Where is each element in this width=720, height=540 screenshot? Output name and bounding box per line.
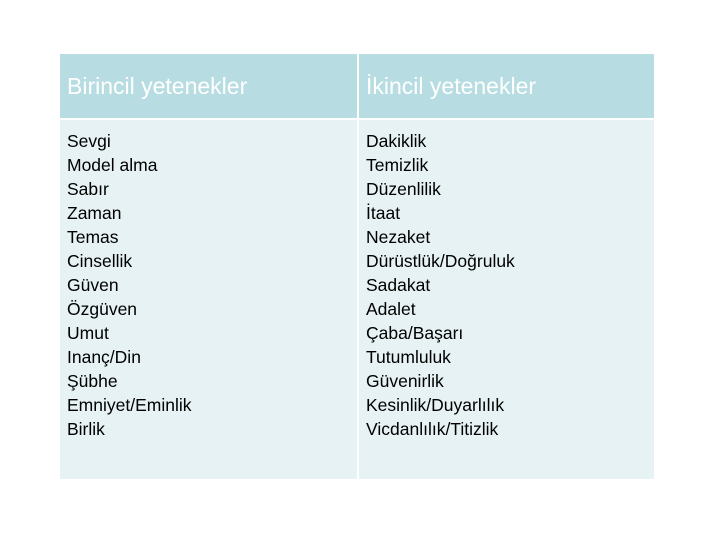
- skill-item: Sabır: [67, 179, 109, 199]
- skill-item: Şübhe: [67, 371, 118, 391]
- skill-item: Tutumluluk: [366, 347, 451, 367]
- column-body-primary: [60, 118, 357, 479]
- skill-item: Cinsellik: [67, 251, 133, 271]
- skill-item: Umut: [67, 323, 109, 343]
- skills-table: [60, 54, 654, 479]
- skill-item: Düzenlilik: [366, 179, 441, 199]
- column-header-secondary: İkincil yetenekler: [357, 54, 654, 118]
- skill-item: Sevgi: [67, 131, 111, 151]
- skill-item: Temizlik: [366, 155, 429, 175]
- skill-item: Vicdanlılık/Titizlik: [366, 419, 499, 439]
- primary-skills-list: [67, 129, 357, 441]
- skill-item: Model alma: [67, 155, 158, 175]
- skill-item: Nezaket: [366, 227, 431, 247]
- skill-item: İtaat: [366, 203, 401, 223]
- skill-item: Emniyet/Eminlik: [67, 395, 192, 415]
- secondary-skills-list: [366, 129, 654, 441]
- skill-item: Özgüven: [67, 299, 138, 319]
- skill-item: Dakiklik: [366, 131, 427, 151]
- skill-item: Dürüstlük/Doğruluk: [366, 251, 515, 271]
- skill-item: Birlik: [67, 419, 105, 439]
- skill-item: Inanç/Din: [67, 347, 141, 367]
- skill-item: Kesinlik/Duyarlılık: [366, 395, 505, 415]
- skill-item: Temas: [67, 227, 119, 247]
- skill-item: Sadakat: [366, 275, 431, 295]
- column-header-primary: Birincil yetenekler: [60, 54, 357, 118]
- skill-item: Güvenirlik: [366, 371, 444, 391]
- skill-item: Adalet: [366, 299, 416, 319]
- column-body-secondary: [357, 118, 654, 479]
- skill-item: Güven: [67, 275, 119, 295]
- skill-item: Zaman: [67, 203, 122, 223]
- skill-item: Çaba/Başarı: [366, 323, 464, 343]
